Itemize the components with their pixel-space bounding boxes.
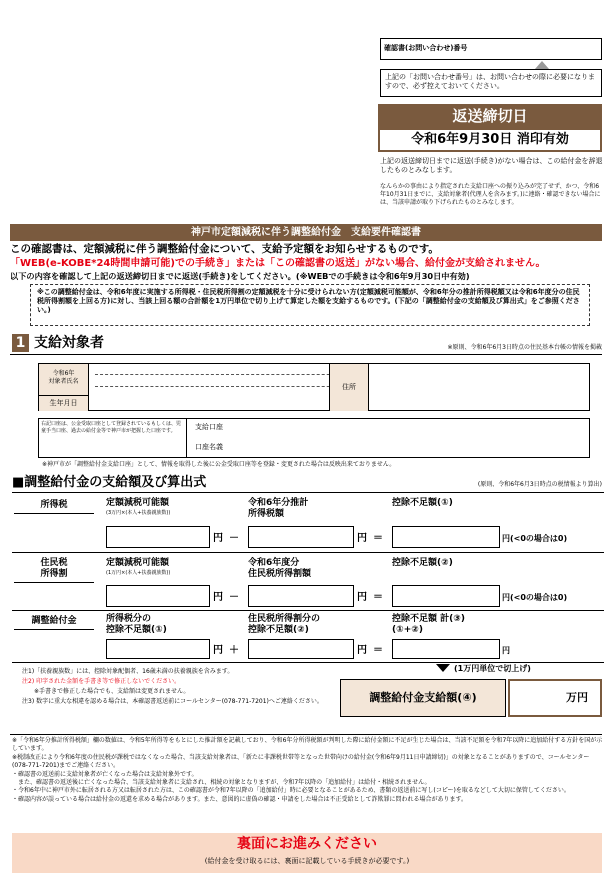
footnotes <box>12 737 604 804</box>
section-2-basis: (原則、令和6年6月3日時点の税情報より算出) <box>477 481 602 488</box>
yen-unit: 円 <box>213 533 223 544</box>
resident-tax-deduction-field <box>106 585 210 607</box>
adjustment-tail: 円 <box>502 646 510 655</box>
deadline-title: 返送締切日 <box>378 104 602 128</box>
bank-account-table <box>38 418 590 458</box>
resident-tax-label: 住民税 所得割 <box>14 558 94 583</box>
adjustment-col1: 所得税分の 控除不足額(①) <box>106 614 167 635</box>
inquiry-note: 上記の「お問い合わせ番号」は、お問い合わせの際に必要になりますので、必ず控えておいてください。 <box>380 69 602 97</box>
income-tax-deduction-field <box>106 526 210 548</box>
yen-unit: 円 <box>357 592 367 603</box>
back-page-title: 裏面にお進みください <box>237 836 377 852</box>
note-2: 注2) 印字された金額を手書き等で修正しないでください。 <box>22 678 181 685</box>
section-1-basis: ※原則、令和6年6月3日時点の住民基本台帳の情報を掲載 <box>447 344 602 351</box>
yen-unit: 円 <box>213 645 223 656</box>
yen-unit: 円 <box>357 533 367 544</box>
dob-label: 生年月日 <box>39 396 89 411</box>
income-tax-col2: 令和6年分推計 所得税額 <box>248 498 309 519</box>
intro-line-1: この確認書は、定額減税に伴う調整給付金について、支給予定額をお知らせするものです。 <box>10 243 439 255</box>
estimated-income-tax-field <box>248 526 354 548</box>
document-title-banner: 神戸市定額減税に伴う調整給付金 支給要件確認書 <box>10 224 602 241</box>
section-2-title: ■調整給付金の支給額及び算出式 <box>12 475 207 490</box>
minus-operator: － <box>229 592 239 603</box>
equals-operator: ＝ <box>373 533 383 544</box>
resident-tax-col2: 令和6年度分 住民税所得割額 <box>248 558 312 579</box>
income-tax-col1: 定額減税可能額 <box>106 498 170 508</box>
footnote-tax-change: ※税制改正により令和6年度の住民税が課税ではなくなった場合、当該支給対象者は、「新たに非課税世帯等となった世帯向けの給付金(令和6年9月11日申請締切)」の対象となることがありますので、コールセンター(078-771-7201)までご連絡ください。 <box>12 754 590 769</box>
total-amount-box <box>508 679 602 717</box>
deadline-note: 上記の返送締切日までに返送(手続き)がない場合は、この給付金を辞退したものとみなします。 <box>380 157 603 174</box>
inquiry-number-label: 確認書(お問い合わせ)番号 <box>384 44 468 52</box>
deadline-date: 令和6年9月30日 消印有効 <box>378 128 602 152</box>
shortfall-total-field <box>392 639 500 659</box>
income-tax-row <box>12 492 604 552</box>
intro-warning: 「WEB(e-KOBE*24時間申請可能)での手続き」または「この確認書の返送」がない場合、給付金が支給されません。 <box>10 258 546 269</box>
footnote-moving: ・令和6年中に神戸市外に転居される方又は転居された方は、この確認書が令和7年以降の「追加給付」時に必要となることがあるため、書類の返送前に写し(コピー)を取るなどして大切に保管してください。 <box>12 787 570 794</box>
back-page-subtitle: (給付金を受け取るには、裏面に記載している手続きが必要です。) <box>204 857 410 865</box>
bank-footnote: ※神戸市が「調整給付金支給口座」として、情報を取得した後に公金受取口座等を登録・変更された場合は反映出来ておりません。 <box>42 461 396 468</box>
equals-operator: ＝ <box>373 645 383 656</box>
adjustment-col3: 控除不足額 計(③) (①+②) <box>392 614 465 635</box>
equals-operator: ＝ <box>373 592 383 603</box>
adjustment-label: 調整給付金 <box>14 616 94 630</box>
income-tax-tail: 円(<0の場合は0) <box>502 534 568 543</box>
bank-label: 支給口座 <box>195 423 223 431</box>
adjustment-col2: 住民税所得割分の 控除不足額(②) <box>248 614 321 635</box>
footnote-estimate: ※「令和6年分推計所得税額」欄の数値は、令和5年所得等をもとにした推計額を記載しており、令和6年分所得税額が判明した際に給付金額に不足が生じた場合は、当該不足額を令和7年以降に追加給付する方針を国が示しています。 <box>12 737 603 752</box>
inquiry-number-box <box>380 38 602 60</box>
arrow-down-icon <box>436 664 450 672</box>
resident-tax-col1-sub: (1万円×(本人+扶養親族数)) <box>106 570 171 576</box>
note-1: 注1)「扶養親族数」には、控除対象配偶者、16歳未満の扶養親族を含みます。 <box>22 668 234 675</box>
plus-operator: ＋ <box>229 645 239 656</box>
income-tax-col3: 控除不足額(①) <box>392 498 453 508</box>
resident-tax-col3: 控除不足額(②) <box>392 558 453 568</box>
resident-tax-row <box>12 552 604 610</box>
adjustment-row <box>12 610 604 660</box>
footnote-fraud: ・確認内容が誤っている場合は給付金の返還を求める場合があります。また、意図的に虚偽の確認・申請をした場合は不正受給として詐欺罪に問われる場合があります。 <box>12 796 468 803</box>
income-tax-label: 所得税 <box>14 500 94 514</box>
total-unit: 万円 <box>566 691 588 704</box>
account-holder-label: 口座名義 <box>195 443 223 451</box>
section-1-number: 1 <box>12 334 29 352</box>
calculation-notes <box>22 668 338 706</box>
note-3: 注3) 数字に重大な相違を認める場合は、本確認書返送前にコールセンター(078-771-7201)へご連絡ください。 <box>22 698 323 705</box>
deadline-withdraw-note: なんらかの事由により指定された支給口座への振り込みが完了せず、かつ、令和6年10月31日までに、支給対象者(代理人を含みます。)に連絡・確認できない場合には、当該申請が取り下げられたものとみなします。 <box>380 183 601 206</box>
note-2-sub: ※手書きで修正した場合でも、支給額は変更されません。 <box>34 688 190 695</box>
shortfall-1-field <box>106 639 210 659</box>
name-label: 令和6年 対象者氏名 <box>39 364 89 396</box>
minus-operator: － <box>229 533 239 544</box>
arrow-up-icon <box>535 61 549 69</box>
back-page-banner <box>12 833 602 873</box>
notice-box: ※この調整給付金は、令和6年度に実施する所得税・住民税所得割の定額減税を十分に受けられない方(定額減税可能額が、令和6年分の推計所得税額又は令和6年度分の住民税所得割額を上回る方)に対し、当該上回る額の合計額を1万円単位で切り上げて算定した額を支給するものです。(下記の「調整給付金の支給額及び算出式」をご参照ください。) <box>30 284 590 326</box>
footnote-death-after: また、確認書の返送後に亡くなった場合、当該支給対象者に支給され、相続の対象となりますが、令和7年以降の「追加給付」は給付・相続されません。 <box>18 779 431 786</box>
bank-note: 右記口座は、公金受取口座として登録されているもしくは、児童手当口座、過去の給付金等で神戸市が把握した口座です。 <box>39 419 187 457</box>
total-label: 調整給付金支給額(④) <box>340 679 506 717</box>
resident-tax-shortfall-field <box>392 585 500 607</box>
resident-tax-col1: 定額減税可能額 <box>106 558 170 568</box>
yen-unit: 円 <box>213 592 223 603</box>
section-1-title: 支給対象者 <box>34 335 104 351</box>
recipient-table <box>38 363 590 411</box>
yen-unit: 円 <box>357 645 367 656</box>
income-tax-shortfall-field <box>392 526 500 548</box>
resident-tax-tail: 円(<0の場合は0) <box>502 593 568 602</box>
income-tax-col1-sub: (3万円×(本人+扶養親族数)) <box>106 510 171 516</box>
roundup-note: (1万円単位で切上げ) <box>454 664 531 673</box>
address-label: 住所 <box>329 364 369 411</box>
resident-tax-amount-field <box>248 585 354 607</box>
intro-line-3: 以下の内容を確認して上記の返送締切日までに返送(手続き)をしてください。(※WEBでの手続きは令和6年9月30日中有効) <box>10 271 470 281</box>
footnote-death: ・確認書の返送前に支給対象者が亡くなった場合は支給対象外です。 <box>12 771 198 778</box>
shortfall-2-field <box>248 639 354 659</box>
